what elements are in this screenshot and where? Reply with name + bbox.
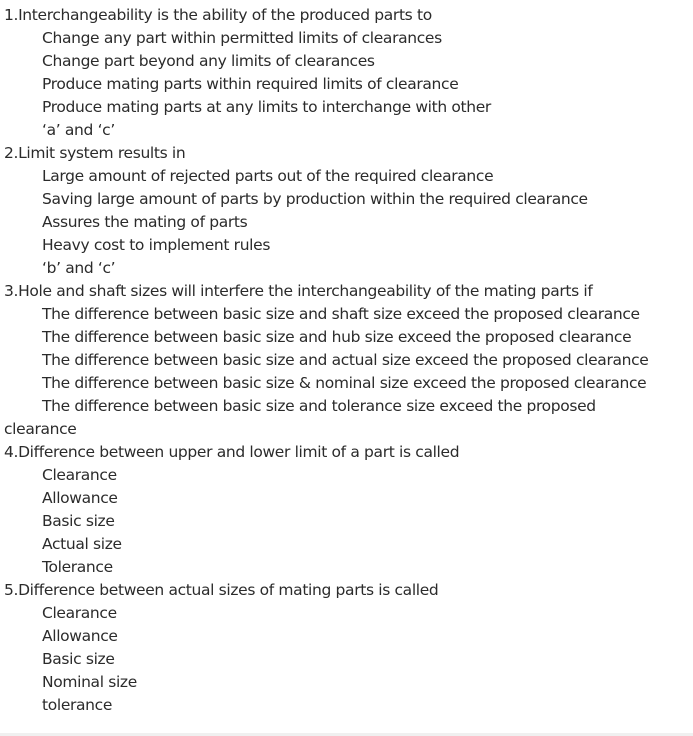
question-1-text: 1.Interchangeability is the ability of the produced parts to: [4, 6, 432, 24]
question-5-text: 5.Difference between actual sizes of mating parts is called: [4, 581, 439, 599]
question-1-option-b: Change part beyond any limits of clearances: [42, 52, 375, 70]
question-4-option-c: Basic size: [42, 512, 115, 530]
question-4-option-a: Clearance: [42, 466, 117, 484]
question-3-option-a: The difference between basic size and shaft size exceed the proposed clearance: [42, 305, 640, 323]
question-1-option-d: Produce mating parts at any limits to interchange with other: [42, 98, 491, 116]
question-3-option-e-continuation: clearance: [4, 420, 77, 438]
question-2-text: 2.Limit system results in: [4, 144, 186, 162]
question-2-option-b: Saving large amount of parts by production within the required clearance: [42, 190, 588, 208]
question-2-option-c: Assures the mating of parts: [42, 213, 248, 231]
question-2-option-a: Large amount of rejected parts out of the required clearance: [42, 167, 494, 185]
question-4-text: 4.Difference between upper and lower limit of a part is called: [4, 443, 460, 461]
question-4-option-b: Allowance: [42, 489, 118, 507]
question-2-option-e: ‘b’ and ‘c’: [42, 259, 116, 277]
question-1-option-c: Produce mating parts within required limits of clearance: [42, 75, 459, 93]
question-4-option-e: Tolerance: [42, 558, 113, 576]
question-5-option-e: tolerance: [42, 696, 113, 714]
question-5-option-b: Allowance: [42, 627, 118, 645]
question-3-text: 3.Hole and shaft sizes will interfere the interchangeability of the mating parts if: [4, 282, 593, 300]
question-3-option-b: The difference between basic size and hub size exceed the proposed clearance: [42, 328, 632, 346]
quiz-document: [0, 4, 693, 717]
question-3-option-e: The difference between basic size and tolerance size exceed the proposed: [42, 397, 596, 415]
question-1-option-a: Change any part within permitted limits of clearances: [42, 29, 442, 47]
question-3-option-c: The difference between basic size and actual size exceed the proposed clearance: [42, 351, 649, 369]
question-5-option-c: Basic size: [42, 650, 115, 668]
question-5-option-a: Clearance: [42, 604, 117, 622]
question-5-option-d: Nominal size: [42, 673, 137, 691]
question-2-option-d: Heavy cost to implement rules: [42, 236, 271, 254]
question-1-option-e: ‘a’ and ‘c’: [42, 121, 115, 139]
question-3-option-d: The difference between basic size & nominal size exceed the proposed clearance: [42, 374, 647, 392]
question-4-option-d: Actual size: [42, 535, 122, 553]
